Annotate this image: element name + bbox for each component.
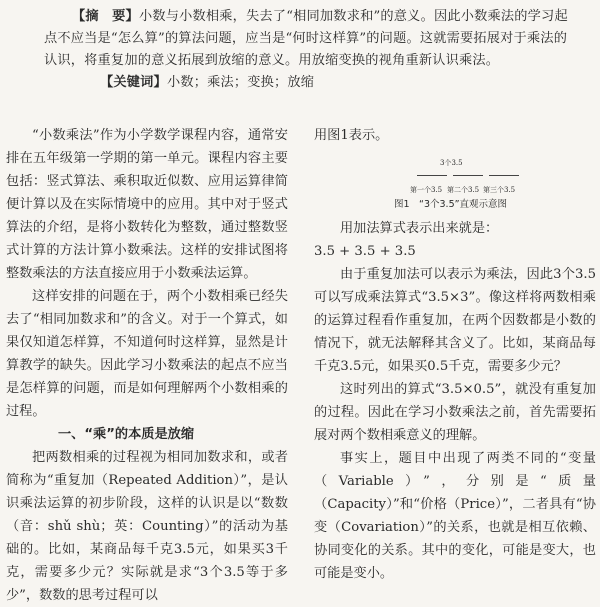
figure-segment-label: 第三个3.5: [483, 186, 516, 194]
keywords-line: [44, 72, 574, 94]
figure-segment-line: [489, 175, 519, 176]
abstract-label: 【摘 要】: [72, 9, 139, 24]
right-paragraph-3: 这时列出的算式“3.5×0.5”，就没有重复加的过程。因此在学习小数乘法之前，首先需要拓展对两个数相乘意义的理解。: [314, 382, 596, 443]
right-paragraph-4: 事实上，题目中出现了两类不同的“变量（Variable）”，分别是“质量（Capacity）”和“价格（Price）”，二者具有“协变（Covariation）”的关系，也就是相互依赖、协同变化的关系。其中的变化，可能是变大，也可能是变小。: [314, 451, 596, 581]
figure-total-label: 3个3.5: [440, 159, 463, 167]
figure-1: [314, 149, 596, 213]
left-paragraph-2: 这样安排的问题在于，两个小数相乘已经失去了“相同加数求和”的含义。对于一个算式，如果仅知道怎样算，不知道何时这样算，显然是计算教学的缺失。因此学习小数乘法的起点不应当是怎样算的问题，而是如何理解两个小数相乘的过程。: [6, 289, 288, 419]
figure-segment-line: [417, 175, 447, 176]
right-paragraph-1: 用加法算式表示出来就是：: [340, 221, 499, 236]
right-column: [314, 124, 596, 585]
left-column: [6, 124, 288, 607]
left-paragraph-1: “小数乘法”作为小学数学课程内容，通常安排在五年级第一学期的第一单元。课程内容主要包括：竖式算法、乘积取近似数、应用运算律简便计算以及在实际情境中的应用。其中对于竖式算法的介绍，是将小数转化为整数，通过整数竖式计算的方法计算小数乘法。这样的安排试图将整数乘法的方法直接应用于小数乘法运算。: [6, 128, 288, 281]
right-paragraph-2: 由于重复加法可以表示为乘法，因此3个3.5可以写成乘法算式“3.5×3”。像这样将两数相乘的运算过程看作重复加，在两个因数都是小数的情况下，就无法解释其含义了。比如，某商品每千克3.5元，如果买0.5千克，需要多少元？: [314, 267, 596, 374]
section-title: 一、“乘”的本质是放缩: [58, 427, 195, 442]
figure-segment-label: 第二个3.5: [447, 186, 480, 194]
figure-caption: 图1 “3个3.5”直观示意图: [394, 199, 508, 210]
abstract-paragraph: [44, 6, 574, 72]
left-paragraph-3: 把两数相乘的过程视为相同加数求和，或者简称为“重复加（Repeated Addition）”，是认识乘法运算的初步阶段，这样的认识是以“数数（音：shǔ shù；英：Counting）”的活动为基础的。比如，某商品每千克3.5元，如果买3千克，需要多少元？实际就是求“3个3.5等于多少”，数数的思考过程可以: [6, 450, 288, 603]
formula: 3.5 + 3.5 + 3.5: [314, 244, 416, 259]
figure-segment-line: [453, 175, 483, 176]
abstract-text: 小数与小数相乘，失去了“相同加数求和”的意义。因此小数乘法的学习起点不应当是“怎么算”的算法问题，应当是“何时这样算”的问题。这就需要拓展对于乘法的认识，将重复加的意义拓展到放缩的意义。用放缩变换的视角重新认识乘法。: [44, 9, 568, 68]
abstract-block: [44, 6, 574, 94]
keywords-label: 【关键词】: [100, 75, 167, 90]
right-intro: 用图1表示。: [314, 128, 389, 143]
figure-segment-label: 第一个3.5: [410, 186, 443, 194]
keywords-text: 小数；乘法；变换；放缩: [166, 75, 315, 90]
